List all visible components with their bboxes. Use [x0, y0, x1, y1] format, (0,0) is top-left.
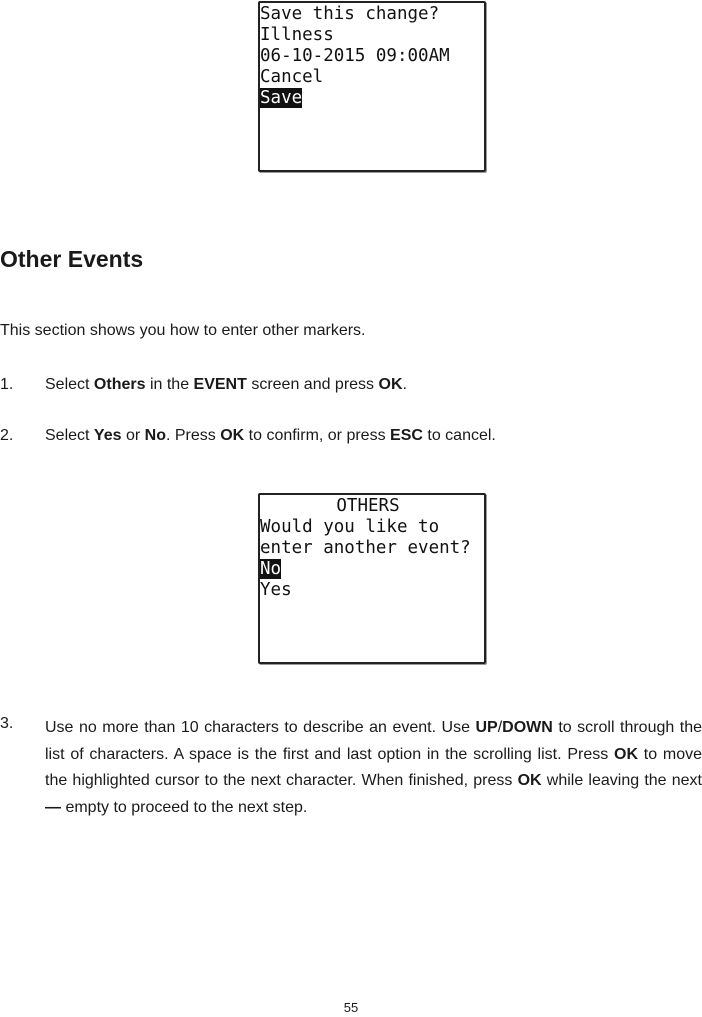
intro-paragraph: This section shows you how to enter other markers.	[0, 322, 366, 339]
screen-question-line-1: Would you like to	[260, 517, 440, 537]
step-text: Select Yes or No. Press OK to confirm, or press ESC to cancel.	[45, 427, 496, 444]
section-heading: Other Events	[0, 246, 144, 272]
screen-title: OTHERS	[336, 496, 400, 516]
step-text: Select Others in the EVENT screen and press OK.	[45, 376, 407, 393]
screen-option-yes: Yes	[260, 580, 292, 600]
screen-prompt: Save this change?	[260, 4, 440, 24]
screen-option-cancel: Cancel	[260, 67, 324, 87]
screen-question-line-2: enter another event?	[260, 538, 471, 558]
device-screen-save-change	[258, 1, 486, 172]
screen-option-save-selected: Save	[260, 88, 303, 108]
screen-datetime: 06-10-2015 09:00AM	[260, 46, 450, 66]
page-number: 55	[343, 1000, 359, 1015]
step-number: 1.	[0, 376, 14, 393]
step-number: 2.	[0, 427, 14, 444]
step-text: Use no more than 10 characters to describe an event. Use UP/DOWN to scroll through the list of characters. A space is the first and last option in the scrolling list. Press OK to move the highlighted cursor to the next character. When finished, press OK while leaving the next — empty to proceed to the next step.	[45, 719, 702, 816]
device-screen-others	[258, 493, 486, 664]
step-number: 3.	[0, 715, 14, 732]
screen-option-no-selected: No	[260, 559, 282, 579]
screen-event-type: Illness	[260, 25, 334, 45]
